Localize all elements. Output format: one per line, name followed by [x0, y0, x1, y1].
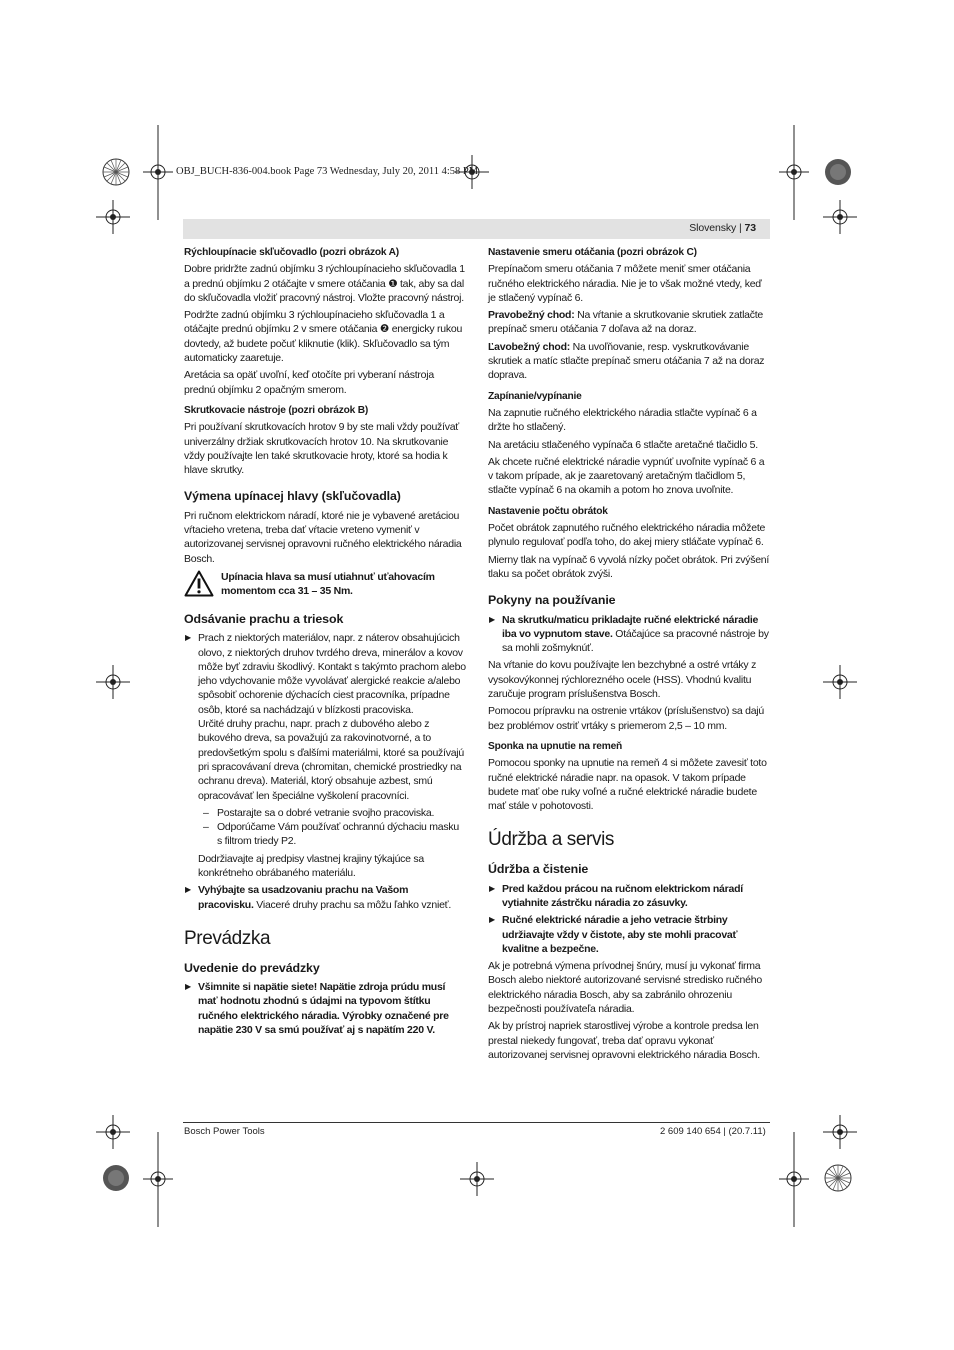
list-item-bold-text: Pred každou prácou na ručnom elektrickom náradí vytiahnite zástrčku náradia zo zásuvky. — [502, 882, 743, 909]
term-label: Pravobežný chod: — [488, 309, 575, 322]
paragraph: Dobre pridržte zadnú objímku 3 rýchloupínacieho skľučovadla 1 a prednú objímku 2 otáčajte v smere otáčania ❶ tak, aby sa dal do skľučovadla vložiť pracovný nástroj. Vložte pracovný nástroj. — [184, 263, 465, 304]
paragraph: Prepínačom smeru otáčania 7 môžete meniť smer otáčania ručného elektrického náradia. Nie je to však možné vtedy, keď je stlačený vypínač 6. — [488, 263, 762, 304]
paragraph: Pri používaní skrutkovacích hrotov 9 by ste mali vždy používať univerzálny držiak skrutkovacích hrotov 10. Na skrutkovanie vždy používajte len také skrutkovacie hroty, ktoré sa hodia k hlave skrutky. — [184, 421, 459, 477]
section-heading: Pokyny na používanie — [488, 593, 616, 608]
language-label: Slovensky — [689, 222, 737, 234]
paragraph: Na vŕtanie do kovu používajte len bezchybné a ostré vrtáky z vysokovýkonnej rýchlorezného ocele (HSS). Vhodnú kvalitu zaručuje program príslušenstva Bosch. — [488, 659, 757, 701]
warning-text: Upínacia hlava sa musí utiahnuť uťahovacím momentom cca 31 – 35 Nm. — [221, 570, 435, 598]
crosshair-mark-icon — [96, 200, 130, 234]
print-header: OBJ_BUCH-836-004.book Page 73 Wednesday, July 20, 2011 4:58 PM — [176, 166, 479, 177]
paragraph: Ak by prístroj napriek starostlivej výrobe a kontrole predsa len prestal niekedy fungovať, treba dať opravu vykonať autorizovanej servisnej opravovni elektrického náradia Bosch. — [488, 1020, 760, 1061]
paragraph: Podržte zadnú objímku 3 rýchloupínacieho skľučovadla 1 a otáčajte prednú objímku 2 v smere otáčania ❷ energicky rukou dovtedy, až budete počuť kliknutie (klik). Skľučovadlo sa tým automaticky zaaretuje. — [184, 309, 463, 365]
crosshair-mark-icon — [96, 1115, 130, 1149]
crosshair-mark-icon — [823, 200, 857, 234]
paragraph: Ak je potrebná výmena prívodnej šnúry, musí ju vykonať firma Bosch alebo niektoré autorizované servisné stredisko ručného elektrického náradia Bosch, aby sa zabránilo ohrozeniu bezpečnosti používateľa náradia. — [488, 960, 762, 1016]
section-title: Nastavenie smeru otáčania (pozri obrázok C) — [488, 247, 697, 258]
dash-mark: – — [203, 821, 209, 834]
list-item-text: Otáčajúce sa pracovné nástroje by sa mohli zošmyknúť. — [502, 627, 769, 655]
list-item-text: Prach z niektorých materiálov, napr. z náterov obsahujúcich olovo, z niektorých druhov tvrdého dreva, minerálov a kovov môže byť zdraviu škodlivý. Kontakt s takýmto prachom alebo jeho vdychovanie môže vyvolávať alergické reakcie a/alebo spôsobiť ochorenie dýchacích ciest pracovníka, prípadne osôb, ktoré sa nachádzajú v blízkosti pracoviska. — [198, 632, 466, 716]
paragraph: Pomocou prípravku na ostrenie vrtákov (príslušenstvo) sa dajú bez problémov ostriť vrtáky s priemerom 2,5 – 10 mm. — [488, 705, 764, 732]
footer-doc-number: 2 609 140 654 | (20.7.11) — [660, 1126, 766, 1137]
list-item — [488, 882, 770, 911]
paragraph: Pri ručnom elektrickom náradí, ktoré nie je vybavené aretáciou vŕtacieho vretena, treba dať vŕtacie vreteno vymeniť v autorizovanej servisnej opravovni ručného elektrického náradia Bosch. — [184, 509, 462, 565]
list-item-text: Určité druhy prachu, napr. prach z dubového alebo z bukového dreva, sa považujú za rakovinotvorné, a to predovšetkým spolu s ďalšími materiálmi, ktoré sa používajú pri spracovávaní dreva (chromitan, chemické prostriedky na ochranu dreva). Materiál, ktorý obsahuje azbest, smú opracovávať len špeciálne vyškolení pracovníci. — [198, 718, 464, 802]
crosshair-mark-icon — [96, 665, 130, 699]
section-heading: Odsávanie prachu a triesok — [184, 611, 344, 626]
paragraph: Mierny tlak na vypínač 6 vyvolá nízky počet obrátok. Pri zvýšení tlaku sa počet obrátok zvýši. — [488, 553, 770, 580]
dash-item — [184, 806, 466, 820]
term-label: Ľavobežný chod: — [488, 340, 571, 353]
crosshair-mark-icon — [779, 125, 809, 220]
left-column — [184, 246, 466, 1040]
section-title: Zapínanie/vypínanie — [488, 390, 582, 402]
paragraph: Počet obrátok zapnutého ručného elektrického náradia môžete plynulo regulovať podľa toho, do akej miery stláčate vypínač 6. — [488, 522, 766, 549]
paragraph: Pomocou sponky na upnutie na remeň 4 si môžete zavesiť toto ručné elektrické náradie napr. na opasok. V takom prípade budete mať obe ruky voľné a ručné elektrické náradie budete mať stále v pohotovosti. — [488, 757, 767, 813]
footer-brand: Bosch Power Tools — [184, 1126, 265, 1137]
bullet-arrow-icon: ▶ — [489, 883, 495, 893]
registration-mark-icon — [823, 157, 853, 187]
paragraph — [488, 340, 770, 383]
registration-mark-icon — [101, 157, 131, 187]
registration-mark-icon — [823, 1163, 853, 1193]
section-heading: Údržba a čistenie — [488, 862, 589, 877]
paragraph: Na zapnutie ručného elektrického náradia stlačte vypínač 6 a držte ho stlačený. — [488, 406, 757, 434]
crosshair-mark-icon — [143, 125, 173, 220]
list-item-bold-text: Ručné elektrické náradie a jeho vetracie štrbiny udržiavajte vždy v čistote, aby ste mohli pracovať kvalitne a bezpečne. — [502, 914, 738, 955]
bullet-arrow-icon: ▶ — [185, 982, 191, 992]
paragraph: Dodržiavajte aj predpisy vlastnej krajiny týkajúce sa konkrétneho obrábaného materiálu. — [198, 852, 425, 879]
dash-item — [184, 820, 466, 849]
footer-rule — [183, 1122, 770, 1123]
registration-mark-icon — [101, 1163, 131, 1193]
crosshair-mark-icon — [460, 1162, 494, 1196]
paragraph: Ak chcete ručné elektrické náradie vypnúť uvoľnite vypínač 6 a v takom prípade, ak je zaaretovaný aretačným tlačidlom 5, stlačte vypínač 6 na okamih a potom ho znova uvoľnite. — [488, 455, 765, 497]
page-header-text — [689, 222, 756, 234]
list-item — [184, 883, 466, 912]
crosshair-mark-icon — [779, 1132, 809, 1227]
section-title: Rýchloupínacie skľučovadlo (pozri obrázok A) — [184, 247, 399, 258]
paragraph — [488, 308, 770, 337]
bullet-arrow-icon: ▶ — [185, 885, 191, 895]
chapter-heading: Údržba a servis — [488, 829, 614, 851]
bullet-arrow-icon: ▶ — [185, 633, 191, 643]
list-item-bold-text: Vyhýbajte sa usadzovaniu prachu na Vašom pracovisku. — [198, 884, 409, 911]
section-title: Nastavenie počtu obrátok — [488, 505, 608, 517]
list-item — [184, 980, 466, 1037]
warning-note — [184, 570, 466, 600]
list-item — [488, 913, 770, 956]
crosshair-mark-icon — [823, 665, 857, 699]
right-column — [488, 246, 770, 1065]
page-number: 73 — [744, 222, 756, 234]
page-header-bar — [183, 219, 770, 239]
list-item — [488, 613, 770, 656]
section-heading: Uvedenie do prevádzky — [184, 960, 320, 975]
crosshair-mark-icon — [823, 1115, 857, 1149]
header-separator: | — [739, 222, 742, 234]
bullet-arrow-icon: ▶ — [489, 614, 495, 624]
section-heading: Výmena upínacej hlavy (skľučovadla) — [184, 489, 401, 504]
bullet-arrow-icon: ▶ — [489, 915, 495, 925]
paragraph-text: Na vŕtanie a skrutkovanie skrutiek zatlačte prepínač smeru otáčania 7 doľava až na doraz. — [488, 309, 764, 336]
chapter-heading: Prevádzka — [184, 927, 271, 949]
paragraph: Na aretáciu stlačeného vypínača 6 stlačte aretačné tlačidlo 5. — [488, 438, 758, 451]
dash-mark: – — [203, 806, 209, 819]
paragraph: Aretácia sa opäť uvoľní, keď otočíte pri vyberaní nástroja prednú objímku 2 opačným smerom. — [184, 369, 434, 396]
section-title: Skrutkovacie nástroje (pozri obrázok B) — [184, 404, 369, 416]
list-item-bold-text: Všimnite si napätie siete! Napätie zdroja prúdu musí mať hodnotu zhodnú s údajmi na typovom štítku ručného elektrického náradia. Výrobky označené pre napätie 230 V sa smú používať aj s napätím 220 V. — [198, 981, 449, 1037]
list-item — [184, 631, 466, 803]
list-item-bold-text: Na skrutku/maticu prikladajte ručné elektrické náradie iba vo vypnutom stave. — [502, 613, 759, 640]
crosshair-mark-icon — [143, 1132, 173, 1227]
warning-triangle-icon — [184, 570, 214, 597]
list-item-text: Viaceré druhy prachu sa môžu ľahko vznieť. — [253, 898, 452, 911]
paragraph-text: Na uvoľňovanie, resp. vyskrutkovávanie skrutiek a matíc stlačte prepínač smeru otáčania 7 až na doraz doprava. — [488, 340, 765, 382]
dash-item-text: Postarajte sa o dobré vetranie svojho pracoviska. — [217, 806, 435, 819]
section-title: Sponka na upnutie na remeň — [488, 740, 623, 752]
dash-item-text: Odporúčame Vám používať ochrannú dýchaciu masku s filtrom triedy P2. — [217, 821, 459, 848]
